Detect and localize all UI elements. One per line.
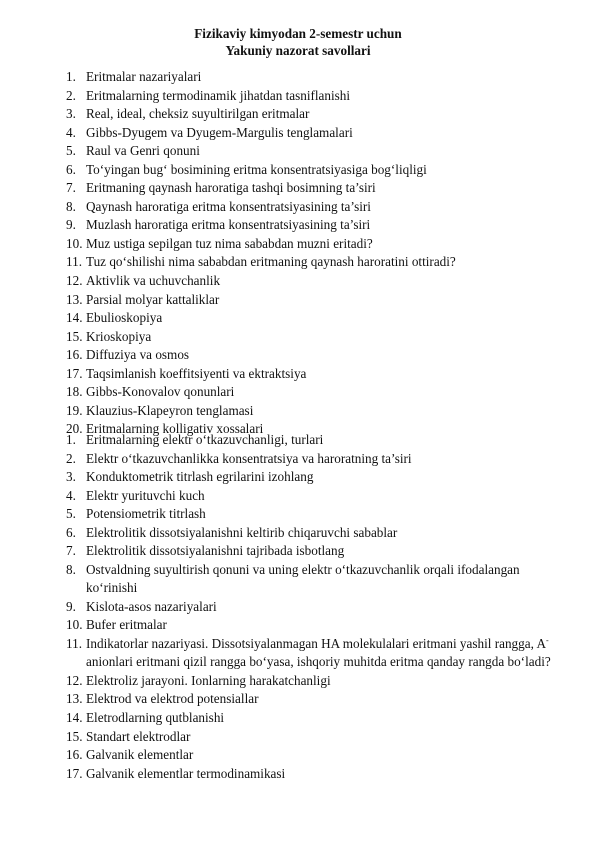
list-item <box>66 142 556 161</box>
item-text: Kislota-asos nazariyalari <box>86 598 217 614</box>
list-item <box>66 216 556 235</box>
item-number: 2. <box>66 450 76 466</box>
item-number: 11. <box>66 635 82 651</box>
item-number: 5. <box>66 143 76 159</box>
item-text: Elektrod va elektrod potensiallar <box>86 691 259 707</box>
item-text: Gibbs-Konovalov qonunlari <box>86 384 235 400</box>
list-item <box>66 690 556 709</box>
item-text: Taqsimlanish koeffitsiyenti va ektraktsiya <box>86 365 307 381</box>
item-number: 12. <box>66 273 83 289</box>
item-number: 13. <box>66 691 83 707</box>
item-text: Eritmaning qaynash haroratiga tashqi bosimning ta’siri <box>86 180 376 196</box>
item-text: Elektr yurituvchi kuch <box>86 487 205 503</box>
list-item <box>66 179 556 198</box>
item-text: Elektrolitik dissotsiyalanishni keltirib chiqaruvchi sabablar <box>86 524 398 540</box>
item-text: Muz ustiga sepilgan tuz nima sababdan muzni eritadi? <box>86 235 373 251</box>
item-text: Elektroliz jarayoni. Ionlarning harakatchanligi <box>86 672 331 688</box>
item-text: Galvanik elementlar termodinamikasi <box>86 765 286 781</box>
item-text: Raul va Genri qonuni <box>86 143 200 159</box>
list-item <box>66 402 556 421</box>
list-item <box>66 524 556 543</box>
item-text: Eritmalar nazariyalari <box>86 69 202 84</box>
item-text: Gibbs-Dyugem va Dyugem-Margulis tenglamalari <box>86 124 353 140</box>
item-number: 5. <box>66 506 76 522</box>
item-number: 10. <box>66 617 83 633</box>
item-number: 6. <box>66 524 76 540</box>
item-number: 1. <box>66 69 76 84</box>
item-number: 9. <box>66 217 76 233</box>
list-item <box>66 346 556 365</box>
question-list-1 <box>66 68 556 439</box>
item-number: 11. <box>66 254 82 270</box>
item-text: Aktivlik va uchuvchanlik <box>86 273 221 289</box>
item-number: 16. <box>66 747 83 763</box>
item-text: Muzlash haroratiga eritma konsentratsiyasining ta’siri <box>86 217 371 233</box>
list-item <box>66 616 556 635</box>
superscript-minus: - <box>545 635 549 645</box>
list-item <box>66 709 556 728</box>
item-text: Eletrodlarning qutblanishi <box>86 710 225 726</box>
item-text: Potensiometrik titrlash <box>86 506 206 522</box>
item-number: 8. <box>66 198 76 214</box>
item-text: Ebulioskopiya <box>86 310 163 326</box>
item-number: 6. <box>66 161 76 177</box>
item-text: Konduktometrik titrlash egrilarini izohlang <box>86 469 314 485</box>
list-item <box>66 765 556 784</box>
item-text: Krioskopiya <box>86 328 152 344</box>
list-item <box>66 253 556 272</box>
list-item <box>66 198 556 217</box>
item-number: 17. <box>66 765 83 781</box>
list-item <box>66 505 556 524</box>
item-text: Qaynash haroratiga eritma konsentratsiyasining ta’siri <box>86 198 371 214</box>
item-number: 9. <box>66 598 76 614</box>
item-number: 14. <box>66 710 83 726</box>
item-number: 4. <box>66 487 76 503</box>
list-item <box>66 450 556 469</box>
item-number: 20. <box>66 421 83 437</box>
list-item <box>66 746 556 765</box>
item-number: 7. <box>66 543 76 559</box>
list-item <box>66 635 556 672</box>
list-item <box>66 161 556 180</box>
list-item <box>66 561 556 598</box>
item-number: 19. <box>66 402 83 418</box>
item-number: 3. <box>66 469 76 485</box>
item-number: 17. <box>66 365 83 381</box>
list-item <box>66 124 556 143</box>
item-text: Eritmalarning termodinamik jihatdan tasniflanishi <box>86 87 351 103</box>
item-text: Elektr o‘tkazuvchanlikka konsentratsiya va haroratning ta’siri <box>86 450 412 466</box>
list-item <box>66 105 556 124</box>
list-item <box>66 383 556 402</box>
list-item <box>66 87 556 106</box>
item-number: 8. <box>66 561 76 577</box>
item-text: Elektrolitik dissotsiyalanishni tajribada isbotlang <box>86 543 345 559</box>
item-text: Parsial molyar kattaliklar <box>86 291 220 307</box>
list-item <box>66 365 556 384</box>
item-text: To‘yingan bug‘ bosimining eritma konsentratsiyasiga bog‘liqligi <box>86 161 427 177</box>
item-text-part: Indikatorlar nazariyasi. Dissotsiyalanmagan HA molekulalari eritmani yashil rangga, A <box>86 635 546 651</box>
item-text: Eritmalarning elektr o‘tkazuvchanligi, turlari <box>86 432 324 447</box>
item-number: 15. <box>66 328 83 344</box>
item-text: Diffuziya va osmos <box>86 347 190 363</box>
item-number: 15. <box>66 728 83 744</box>
item-text: Klauzius-Klapeyron tenglamasi <box>86 402 254 418</box>
item-text: Galvanik elementlar <box>86 747 194 763</box>
list-item <box>66 487 556 506</box>
list-item <box>66 328 556 347</box>
item-number: 3. <box>66 106 76 122</box>
item-text: Real, ideal, cheksiz suyultirilgan eritmalar <box>86 106 310 122</box>
list-item <box>66 291 556 310</box>
list-item <box>66 272 556 291</box>
item-number: 1. <box>66 432 76 447</box>
item-number: 12. <box>66 672 83 688</box>
list-item <box>66 309 556 328</box>
list-item <box>66 542 556 561</box>
item-text: Ostvaldning suyultirish qonuni va uning elektr o‘tkazuvchanlik orqali ifodalangan ko‘rinishi <box>86 561 520 596</box>
item-number: 2. <box>66 87 76 103</box>
item-text-part: anionlari eritmani qizil rangga bo‘yasa, ishqoriy muhitda eritma qanday rangda bo‘ladi? <box>86 654 551 670</box>
item-text: Eritmalarning kolligativ xossalari <box>86 421 264 437</box>
item-text <box>86 635 556 672</box>
question-list-2 <box>66 431 556 783</box>
item-number: 7. <box>66 180 76 196</box>
item-text: Bufer eritmalar <box>86 617 167 633</box>
item-number: 10. <box>66 235 83 251</box>
list-item <box>66 431 556 450</box>
list-item <box>66 68 556 87</box>
item-number: 13. <box>66 291 83 307</box>
item-number: 4. <box>66 124 76 140</box>
item-number: 16. <box>66 347 83 363</box>
title-line-2: Yakuniy nazorat savollari <box>225 42 371 58</box>
item-number: 14. <box>66 310 83 326</box>
item-text: Tuz qo‘shilishi nima sababdan eritmaning qaynash haroratini ottiradi? <box>86 254 456 270</box>
item-number: 18. <box>66 384 83 400</box>
title-line-1: Fizikaviy kimyodan 2-semestr uchun <box>194 26 402 41</box>
item-text: Standart elektrodlar <box>86 728 191 744</box>
list-item <box>66 598 556 617</box>
document-title <box>0 26 596 59</box>
list-item <box>66 235 556 254</box>
list-item <box>66 468 556 487</box>
list-item <box>66 728 556 747</box>
list-item <box>66 672 556 691</box>
